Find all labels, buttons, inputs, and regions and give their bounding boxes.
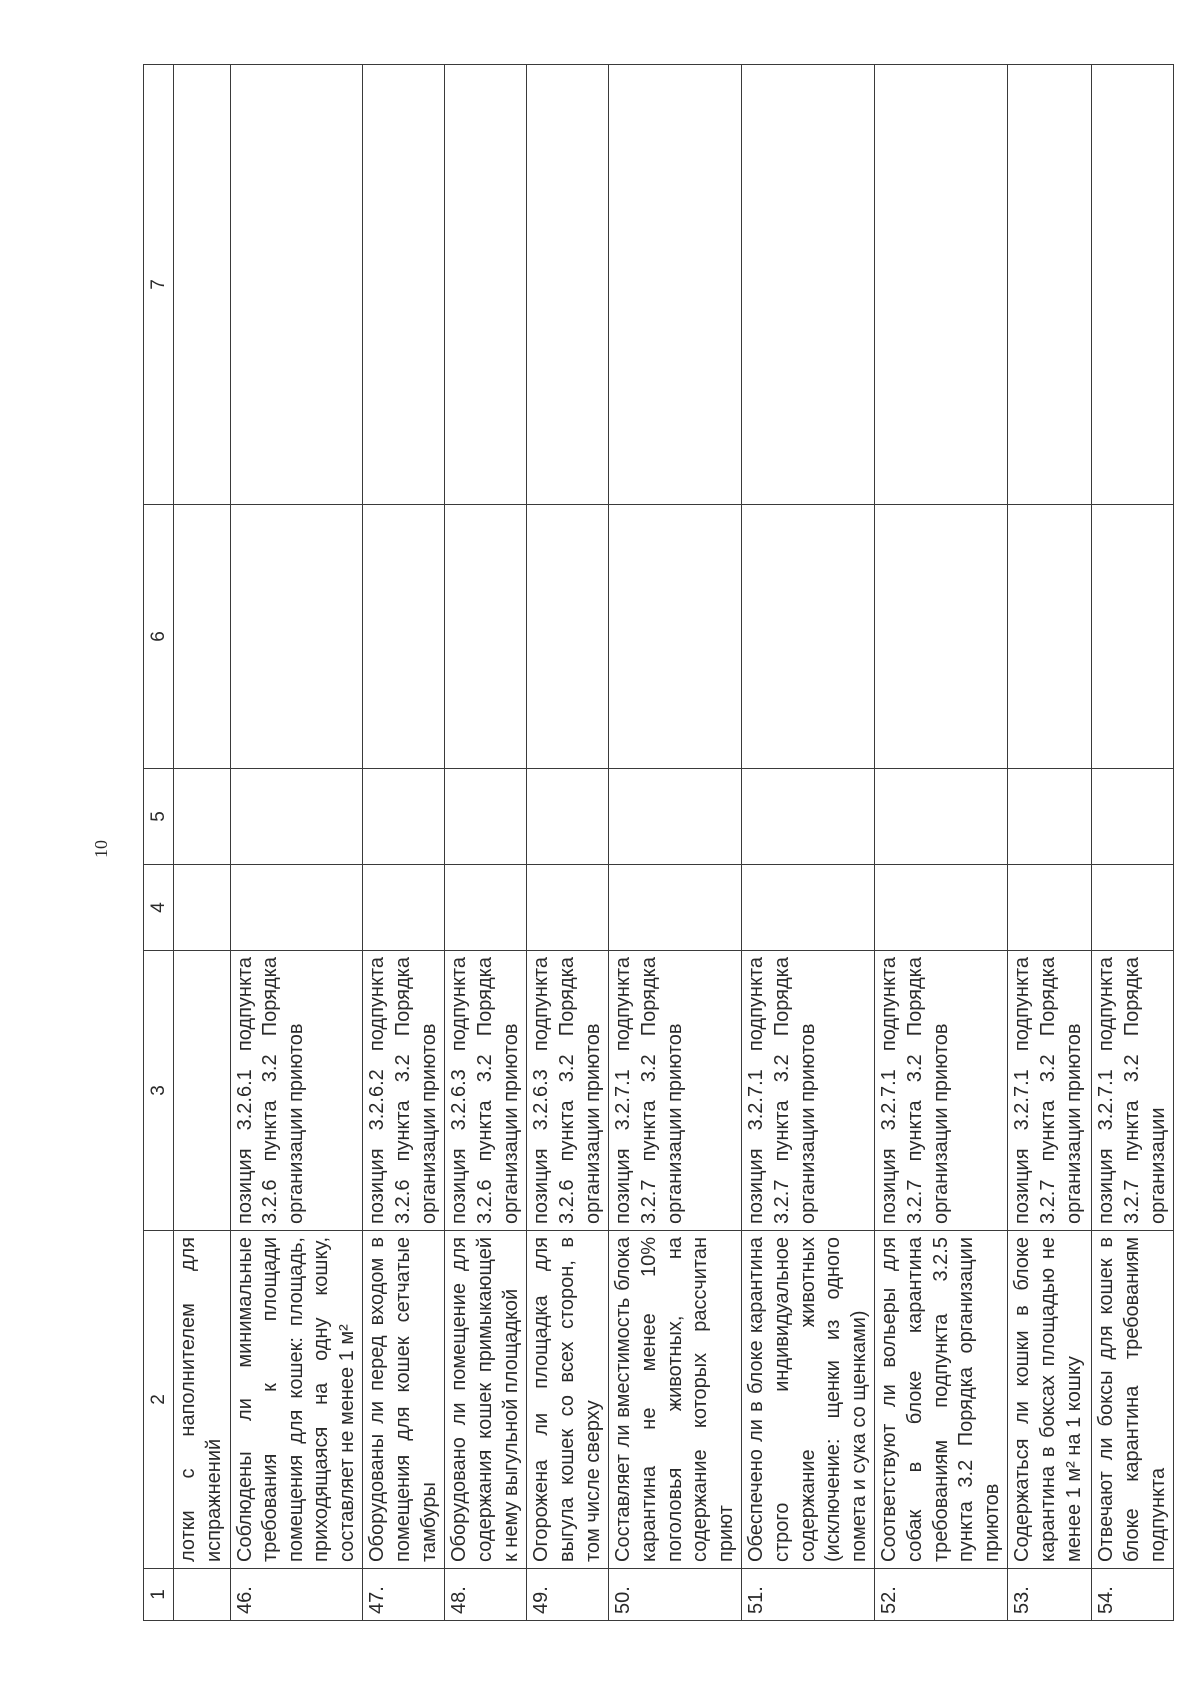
- requirement-text: Составляет ли вместимость блока карантина не менее 10% поголовья животных, на содержание которых рассчитан приют: [609, 1231, 742, 1569]
- requirement-text: Соблюдены ли минимальные требования к площади помещения для кошек: площадь, приходящаяся на одну кошку, составляет не менее 1 м²: [230, 1231, 363, 1569]
- column-number-row: [144, 65, 174, 1621]
- legal-reference: позиция 3.2.7.1 подпункта 3.2.7 пункта 3.2 Порядка организации приютов: [875, 951, 1008, 1231]
- requirement-text: Оборудованы ли перед входом в помещения для кошек сетчатые тамбуры: [363, 1231, 445, 1569]
- page-number: 10: [91, 840, 111, 858]
- column-number: 5: [144, 769, 174, 865]
- row-number: 50.: [609, 1569, 742, 1621]
- table-row: [527, 65, 609, 1621]
- row-number: 46.: [230, 1569, 363, 1621]
- row-number: 54.: [1092, 1569, 1174, 1621]
- column-number: 7: [144, 65, 174, 505]
- legal-reference: позиция 3.2.6.2 подпункта 3.2.6 пункта 3.2 Порядка организации приютов: [363, 951, 445, 1231]
- legal-reference: позиция 3.2.7.1 подпункта 3.2.7 пункта 3.2 Порядка организации: [1092, 951, 1174, 1231]
- table-row: [1008, 65, 1092, 1621]
- column-number: 2: [144, 1231, 174, 1569]
- row-number: 52.: [875, 1569, 1008, 1621]
- requirement-text: Обеспечено ли в блоке карантина строго индивидуальное содержание животных (исключение: щенки из одного помета и сука со щенками): [742, 1231, 875, 1569]
- legal-reference: позиция 3.2.7.1 подпункта 3.2.7 пункта 3.2 Порядка организации приютов: [742, 951, 875, 1231]
- table-row: [1092, 65, 1174, 1621]
- table-row: [363, 65, 445, 1621]
- requirement-text: Содержаться ли кошки в блоке карантина в боксах площадью не менее 1 м² на 1 кошку: [1008, 1231, 1092, 1569]
- row-number: 48.: [445, 1569, 527, 1621]
- requirement-text: Соответствуют ли вольеры для собак в блоке карантина требованиям подпункта 3.2.5 пункта 3.2 Порядка организации приютов: [875, 1231, 1008, 1569]
- column-number: 4: [144, 865, 174, 951]
- legal-reference: позиция 3.2.6.3 подпункта 3.2.6 пункта 3.2 Порядка организации приютов: [445, 951, 527, 1231]
- row-number: 47.: [363, 1569, 445, 1621]
- requirement-text: Огорожена ли площадка для выгула кошек со всех сторон, в том числе сверху: [527, 1231, 609, 1569]
- row-number: 51.: [742, 1569, 875, 1621]
- legal-reference: позиция 3.2.7.1 подпункта 3.2.7 пункта 3.2 Порядка организации приютов: [1008, 951, 1092, 1231]
- column-number: 3: [144, 951, 174, 1231]
- table-row: [445, 65, 527, 1621]
- checklist-table: [143, 64, 1174, 1621]
- column-number: 6: [144, 505, 174, 769]
- requirement-text: лотки с наполнителем для испражнений: [174, 1231, 230, 1569]
- requirement-text: Отвечают ли боксы для кошек в блоке карантина требованиям подпункта: [1092, 1231, 1174, 1569]
- column-number: 1: [144, 1569, 174, 1621]
- table-row: [174, 65, 230, 1621]
- row-number: 49.: [527, 1569, 609, 1621]
- row-number: 53.: [1008, 1569, 1092, 1621]
- requirement-text: Оборудовано ли помещение для содержания кошек примыкающей к нему выгульной площадкой: [445, 1231, 527, 1569]
- legal-reference: позиция 3.2.7.1 подпункта 3.2.7 пункта 3.2 Порядка организации приютов: [609, 951, 742, 1231]
- rotated-table-frame: [143, 65, 1169, 1621]
- table-row: [609, 65, 742, 1621]
- table-row: [742, 65, 875, 1621]
- legal-reference: [174, 951, 230, 1231]
- table-row: [875, 65, 1008, 1621]
- legal-reference: позиция 3.2.6.1 подпункта 3.2.6 пункта 3.2 Порядка организации приютов: [230, 951, 363, 1231]
- row-number: [174, 1569, 230, 1621]
- table-row: [230, 65, 363, 1621]
- legal-reference: позиция 3.2.6.3 подпункта 3.2.6 пункта 3.2 Порядка организации приютов: [527, 951, 609, 1231]
